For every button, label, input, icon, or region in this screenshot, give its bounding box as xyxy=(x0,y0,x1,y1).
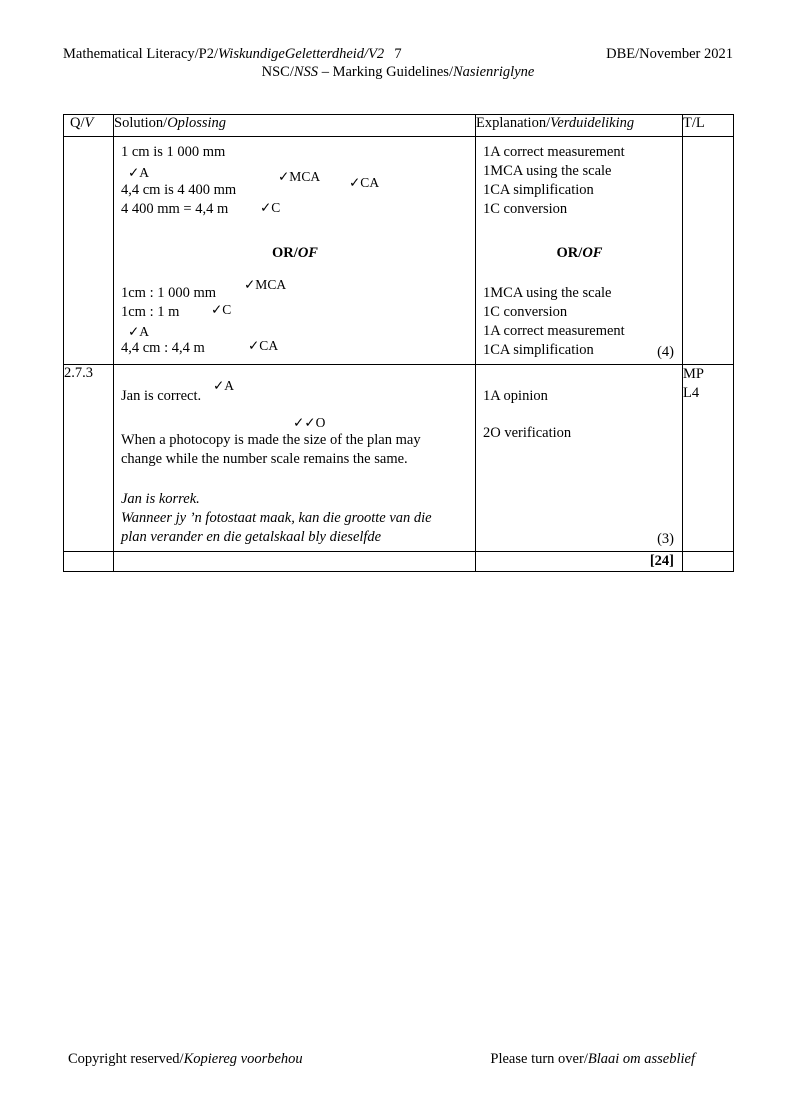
total-row-tl xyxy=(683,552,734,572)
row-2-marks: (3) xyxy=(657,531,674,547)
sol1-alt-line-2: 1cm : 1 m xyxy=(121,304,180,320)
row-1-tl-cell xyxy=(683,137,734,365)
header-subject-italic: WiskundigeGeletterdheid/V2 xyxy=(218,46,385,62)
exp2-line-1: 1A opinion xyxy=(483,388,548,404)
sol1-alt-line-3: 4,4 cm : 4,4 m xyxy=(121,340,205,356)
sol2-afrikaans-line-2: Wanneer jy ’n fotostaat maak, kan die grootte van die xyxy=(121,510,432,526)
footer-copyright-roman: Copyright reserved/ xyxy=(68,1051,184,1067)
table-row xyxy=(64,365,734,552)
row-1-explanation-body xyxy=(476,137,682,364)
footer-turnover-roman: Please turn over/ xyxy=(490,1051,588,1067)
total-row-explanation xyxy=(476,552,683,572)
footer-copyright xyxy=(68,1050,303,1068)
sol1-alt-tick-mca: ✓MCA xyxy=(244,277,287,292)
exp1-line-3: 1CA simplification xyxy=(483,182,594,198)
column-header-solution xyxy=(114,115,476,137)
row-2-tl-line-1: MP xyxy=(683,366,704,382)
table-row xyxy=(64,137,734,365)
row-2-explanation-cell xyxy=(476,365,683,552)
sol2-tick-a: ✓A xyxy=(213,378,235,393)
header-nss-italic: NSS xyxy=(293,64,319,80)
row-2-explanation-body xyxy=(476,365,682,447)
exp1-alt-line-4: 1CA simplification xyxy=(483,342,594,358)
header-subject-roman: Mathematical Literacy/P2/ xyxy=(63,46,219,62)
total-marks-badge: [24] xyxy=(649,553,674,569)
header-nsc-roman-a: NSC/ xyxy=(261,64,294,80)
exp1-alt-line-1: 1MCA using the scale xyxy=(483,285,612,301)
col-q-italic: V xyxy=(84,115,94,131)
sol2-verification-line-1: When a photocopy is made the size of the plan may xyxy=(121,432,421,448)
exp1-line-2: 1MCA using the scale xyxy=(483,163,612,179)
sol1-alt-tick-ca: ✓CA xyxy=(248,338,279,353)
row-2-tl-cell xyxy=(683,365,734,552)
sol1-alt-line-2-wrap xyxy=(121,303,469,322)
col-exp-italic: Verduideliking xyxy=(550,115,635,131)
footer-turnover-italic: Blaai om asseblief xyxy=(587,1051,695,1067)
row-2-question-number: 2.7.3 xyxy=(64,365,114,552)
exp1-of-italic: OF xyxy=(582,245,603,261)
sol1-line-2: 4,4 cm is 4 400 mm xyxy=(121,182,237,198)
col-q-roman: Q/ xyxy=(70,115,85,131)
page-header-line-1 xyxy=(63,45,733,63)
sol2-answer-wrap xyxy=(121,378,469,406)
row-1-marks: (4) xyxy=(657,344,674,360)
row-1-question-number xyxy=(64,137,114,365)
sol1-or-label xyxy=(121,245,469,262)
sol1-or-roman: OR/ xyxy=(272,245,298,261)
col-tl-roman: T/L xyxy=(683,115,705,131)
row-2-solution-cell xyxy=(114,365,476,552)
sol1-alt-line-1: 1cm : 1 000 mm xyxy=(121,285,217,301)
sol1-alt-line-3-wrap xyxy=(121,339,469,358)
sol1-alt-tick-a: ✓A xyxy=(128,324,150,339)
column-header-question xyxy=(64,115,114,137)
header-page-number: 7 xyxy=(394,46,402,62)
exp1-or-label xyxy=(483,245,676,262)
table-header-row xyxy=(64,115,734,137)
col-sol-italic: Oplossing xyxy=(167,115,227,131)
row-2-tl-line-2: L4 xyxy=(683,385,700,401)
page-header-line-2 xyxy=(63,63,733,81)
sol1-line-2-wrap xyxy=(121,169,469,200)
exp2-line-2: 2O verification xyxy=(483,425,572,441)
sol1-tick-a: ✓A xyxy=(128,165,150,180)
exp1-or-roman: OR/ xyxy=(556,245,583,261)
sol1-line-3: 4 400 mm = 4,4 m xyxy=(121,201,229,217)
sol1-alt-line-1-wrap xyxy=(121,277,469,303)
sol1-tick-mca: ✓MCA xyxy=(278,169,321,184)
total-row-solution xyxy=(114,552,476,572)
sol1-line-3-wrap xyxy=(121,200,469,219)
row-1-explanation-cell xyxy=(476,137,683,365)
row-1-solution-body xyxy=(114,137,475,362)
table-total-row xyxy=(64,552,734,572)
sol2-afrikaans-line-3: plan verander en die getalskaal bly dieselfde xyxy=(121,529,382,545)
exp1-line-4: 1C conversion xyxy=(483,201,568,217)
sol2-verification-line-2: change while the number scale remains the same. xyxy=(121,451,408,467)
sol1-tick-c: ✓C xyxy=(260,200,281,215)
total-row-qv xyxy=(64,552,114,572)
page-footer xyxy=(63,1050,733,1068)
sol1-of-italic: OF xyxy=(297,245,318,261)
row-1-solution-cell xyxy=(114,137,476,365)
sol1-alt-tick-c: ✓C xyxy=(211,302,232,317)
row-2-solution-body xyxy=(114,365,475,551)
footer-turn-over xyxy=(490,1050,695,1068)
header-marking-guidelines: – Marking Guidelines/ xyxy=(318,64,453,80)
column-header-tl xyxy=(683,115,734,137)
header-nasienriglyne-italic: Nasienriglyne xyxy=(452,64,535,80)
exp1-alt-line-3: 1A correct measurement xyxy=(483,323,625,339)
col-exp-roman: Explanation/ xyxy=(476,115,551,131)
exp1-line-1: 1A correct measurement xyxy=(483,144,625,160)
sol1-line-1: 1 cm is 1 000 mm xyxy=(121,144,226,160)
sol2-afrikaans-line-1: Jan is korrek. xyxy=(121,491,200,507)
column-header-explanation xyxy=(476,115,683,137)
footer-copyright-italic: Kopiereg voorbehou xyxy=(183,1051,303,1067)
sol2-tick-verify: ✓✓O xyxy=(293,415,326,430)
exp1-alt-line-2: 1C conversion xyxy=(483,304,568,320)
sol2-answer: Jan is correct. xyxy=(121,388,202,404)
sol1-tick-ca: ✓CA xyxy=(349,175,380,190)
header-exam-session: DBE/November 2021 xyxy=(606,46,733,62)
marking-guidelines-table xyxy=(63,114,734,572)
col-sol-roman: Solution/ xyxy=(114,115,168,131)
